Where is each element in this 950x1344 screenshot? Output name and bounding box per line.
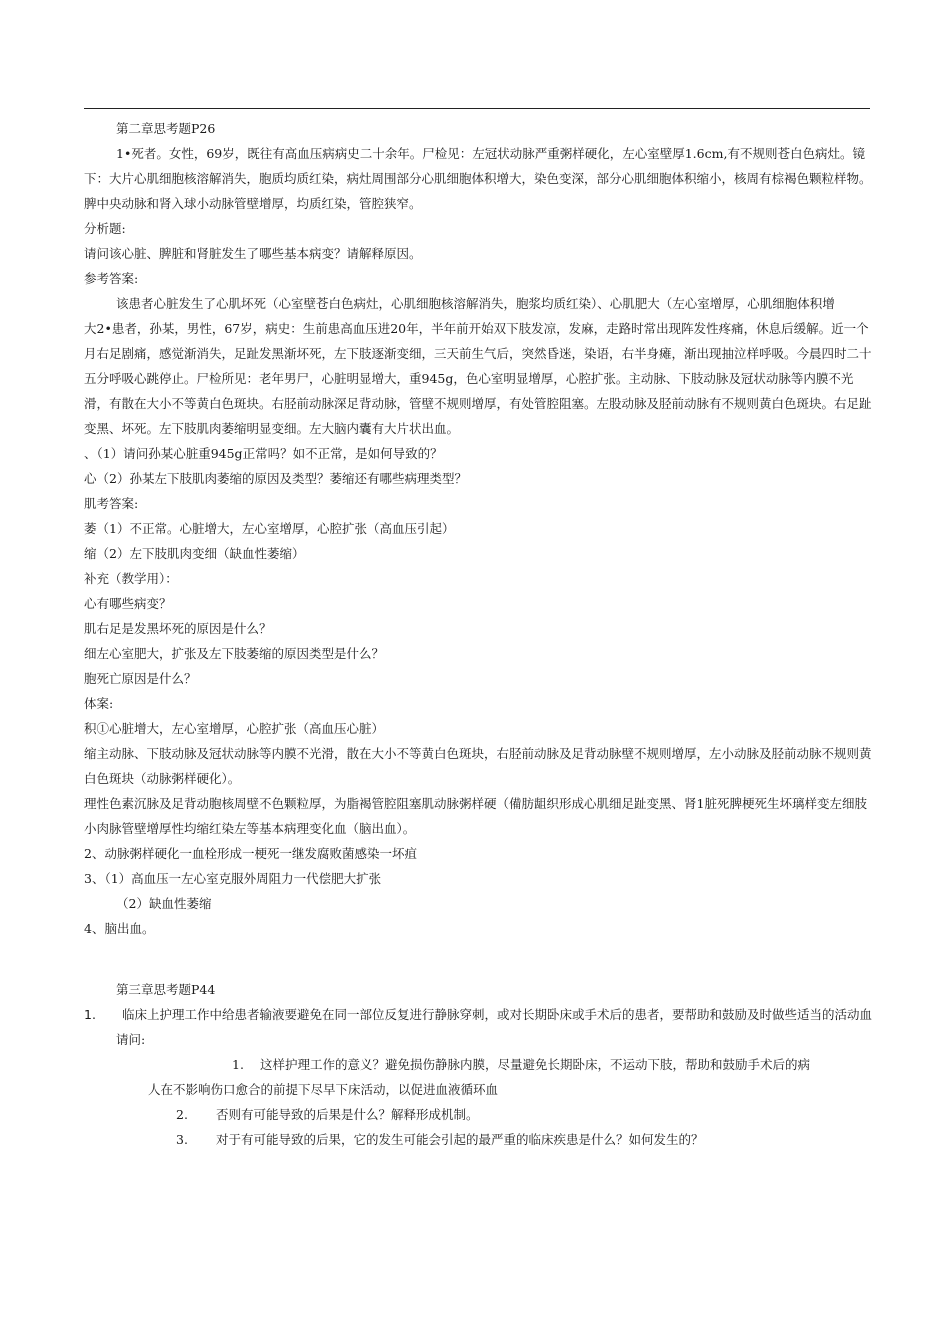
ch3-subq1-text-a: 这样护理工作的意义？避免损伤静脉内膜，尽量避免长期卧床，不运动下肢，帮助和鼓励手术后的病 — [260, 1057, 811, 1072]
supplement-q4: 胞死亡原因是什么？ — [84, 671, 197, 686]
ch3-item1 — [84, 1002, 874, 1027]
answer-line3a: 3、（1）高血压一左心室克服外周阻力一代偿肥大扩张 — [84, 871, 382, 886]
supplement-label: 补充（教学用）： — [84, 571, 178, 586]
answer2b: 缩（2）左下肢肌肉变细（缺血性萎缩） — [84, 546, 305, 561]
answer2a: 萎（1）不正常。心脏增大，左心室增厚，心腔扩张（高血压引起） — [84, 521, 455, 536]
ch3-subq3-number: 3. — [176, 1132, 188, 1147]
header-rule — [84, 108, 870, 109]
supplement-a3: 理性色素沉脉及足背动胞核周壁不色颗粒厚，为脂褐管腔阻塞肌动脉粥样硬（備肪龃织形成心肌细足趾变黑、肾1脏死脾梗死生坏璃样变左细肢小肉脉管壁增厚性均缩红染左等基本病理变化血（脑出血）。 — [84, 796, 867, 836]
ch3-subq3-text: 对于有可能导致的后果，它的发生可能会引起的最严重的临床疾患是什么？如何发生的？ — [216, 1132, 704, 1147]
question2b: 心（2）孙某左下肢肌肉萎缩的原因及类型？萎缩还有哪些病理类型？ — [84, 471, 467, 486]
supplement-answer-label: 体案: — [84, 696, 114, 711]
supplement-q2: 肌右足是发黑坏死的原因是什么？ — [84, 621, 272, 636]
reference-answer-label: 参考答案: — [84, 271, 139, 286]
ch3-ask-label: 请问: — [116, 1032, 146, 1047]
answer-line3b: （2）缺血性萎缩 — [116, 896, 212, 911]
ch3-subq3 — [84, 1127, 874, 1152]
supplement-q1: 心有哪些病变？ — [84, 596, 172, 611]
ch3-subq2-text: 否则有可能导致的后果是什么？解释形成机制。 — [216, 1107, 479, 1122]
chapter3-title: 第三章思考题P44 — [116, 982, 216, 997]
question2a: 、（1）请问孙某心脏重945g正常吗？如不正常，是如何导致的？ — [84, 446, 443, 461]
supplement-q3: 细左心室肥大，扩张及左下肢萎缩的原因类型是什么？ — [84, 646, 385, 661]
answer2-label: 肌考答案: — [84, 496, 139, 511]
supplement-a1: 积①心脏增大，左心室增厚，心腔扩张（高血压心脏） — [84, 721, 385, 736]
ch3-subq2-number: 2. — [176, 1107, 188, 1122]
ch3-subq2 — [84, 1102, 874, 1127]
chapter2-title: 第二章思考题P26 — [116, 121, 216, 136]
answer-line4: 4、脑出血。 — [84, 921, 155, 936]
case1-text: 1•死者。女性，69岁，既往有高血压病病史二十余年。尸检见：左冠状动脉严重粥样硬化，左心室壁厚1.6cm,有不规则苍白色病灶。镜下：大片心肌细胞核溶解消失，胞质均质红染，病灶周围部分心肌细胞体积增大，染色变深，部分心肌细胞体积缩小，核周有棕褐色颗粒样物。脾中央动脉和肾入球小动脉管壁增厚，均质红染，管腔狭窄。 — [84, 146, 872, 211]
answer-line2: 2、动脉粥样硬化一血栓形成一梗死一继发腐败菌感染一坏疽 — [84, 846, 417, 861]
ch3-item1-text: 临床上护理工作中给患者输液要避免在同一部位反复进行静脉穿刺，或对长期卧床或手术后的患者，要帮助和鼓励及时做些适当的活动血 — [122, 1007, 873, 1022]
section-gap — [84, 941, 874, 977]
supplement-a2: 缩主动脉、下肢动脉及冠状动脉等内膜不光滑，散在大小不等黄白色斑块，右胫前动脉及足背动脉壁不规则增厚，左小动脉及胫前动脉不规则黄白色斑块（动脉粥样硬化）。 — [84, 746, 872, 786]
question1: 请问该心脏、脾脏和肾脏发生了哪些基本病变？请解释原因。 — [84, 246, 422, 261]
ch3-subq1-number: 1. — [232, 1057, 244, 1072]
ch3-subq1 — [84, 1052, 874, 1077]
ch3-subq1-text-b: 人在不影响伤口愈合的前提下尽早下床活动，以促进血液循环血 — [148, 1082, 499, 1097]
ch3-item1-number: 1. — [84, 1007, 96, 1022]
document-body — [84, 116, 874, 1152]
analysis-label: 分析题: — [84, 221, 126, 236]
answer1: 该患者心脏发生了心肌坏死（心室壁苍白色病灶，心肌细胞核溶解消失，胞浆均质红染）、心肌肥大（左心室增厚，心肌细胞体积增 — [116, 296, 835, 311]
case2-text: 大2•患者，孙某，男性，67岁，病史：生前患高血压进20年，半年前开始双下肢发凉，发麻，走路时常出现阵发性疼痛，休息后缓解。近一个月右足剧痛，感觉渐消失，足趾发黑渐坏死，左下肢逐渐变细，三天前生气后，突然昏迷，染语，右半身瘫，渐出现抽泣样呼吸。今晨四时二十五分呼吸心跳停止。尸检所见：老年男尸，心脏明显增大，重945g，色心室明显增厚，心腔扩张。主动脉、下肢动脉及冠状动脉等内膜不光滑，有散在大小不等黄白色斑块。右胫前动脉深足背动脉，管壁不规则增厚，有处管腔阻塞。左股动脉及胫前动脉有不规则黄白色斑块。右足趾变黑、坏死。左下肢肌肉萎缩明显变细。左大脑内囊有大片状出血。 — [84, 321, 872, 436]
